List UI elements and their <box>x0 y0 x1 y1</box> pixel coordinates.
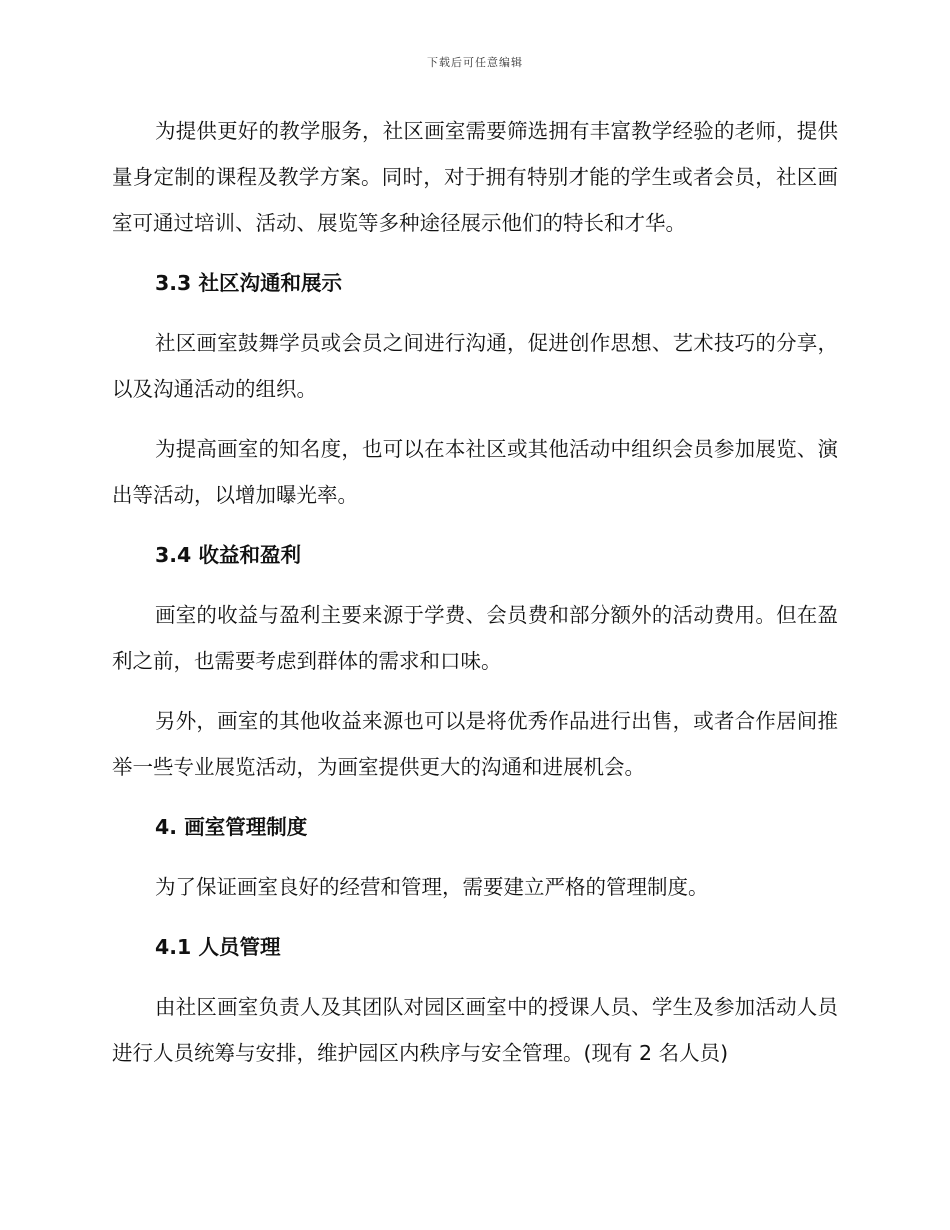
section-heading-4: 4. 画室管理制度 <box>155 815 308 839</box>
section-heading-3-4: 3.4 收益和盈利 <box>155 543 301 567</box>
document-body <box>112 108 838 1090</box>
paragraph-teaching-service: 为提供更好的教学服务，社区画室需要筛选拥有丰富教学经验的老师，提供量身定制的课程及教学方案。同时，对于拥有特别才能的学生或者会员，社区画室可通过培训、活动、展览等多种途径展示他们的特长和才华。 <box>112 119 838 235</box>
paragraph-exhibition: 为提高画室的知名度，也可以在本社区或其他活动中组织会员参加展览、演出等活动，以增加曝光率。 <box>112 437 838 507</box>
section-heading-3-3: 3.3 社区沟通和展示 <box>155 271 342 295</box>
paragraph-other-revenue: 另外，画室的其他收益来源也可以是将优秀作品进行出售，或者合作居间推举一些专业展览活动，为画室提供更大的沟通和进展机会。 <box>112 709 838 779</box>
page-header: 下载后可任意编辑 <box>427 56 523 69</box>
paragraph-personnel: 由社区画室负责人及其团队对园区画室中的授课人员、学生及参加活动人员进行人员统筹与安排，维护园区内秩序与安全管理。(现有 2 名人员) <box>112 995 838 1065</box>
paragraph-communication: 社区画室鼓舞学员或会员之间进行沟通，促进创作思想、艺术技巧的分享，以及沟通活动的组织。 <box>112 331 838 401</box>
paragraph-revenue-sources: 画室的收益与盈利主要来源于学费、会员费和部分额外的活动费用。但在盈利之前，也需要考虑到群体的需求和口味。 <box>112 603 838 673</box>
paragraph-management-system: 为了保证画室良好的经营和管理，需要建立严格的管理制度。 <box>155 875 709 899</box>
section-heading-4-1: 4.1 人员管理 <box>155 935 281 959</box>
